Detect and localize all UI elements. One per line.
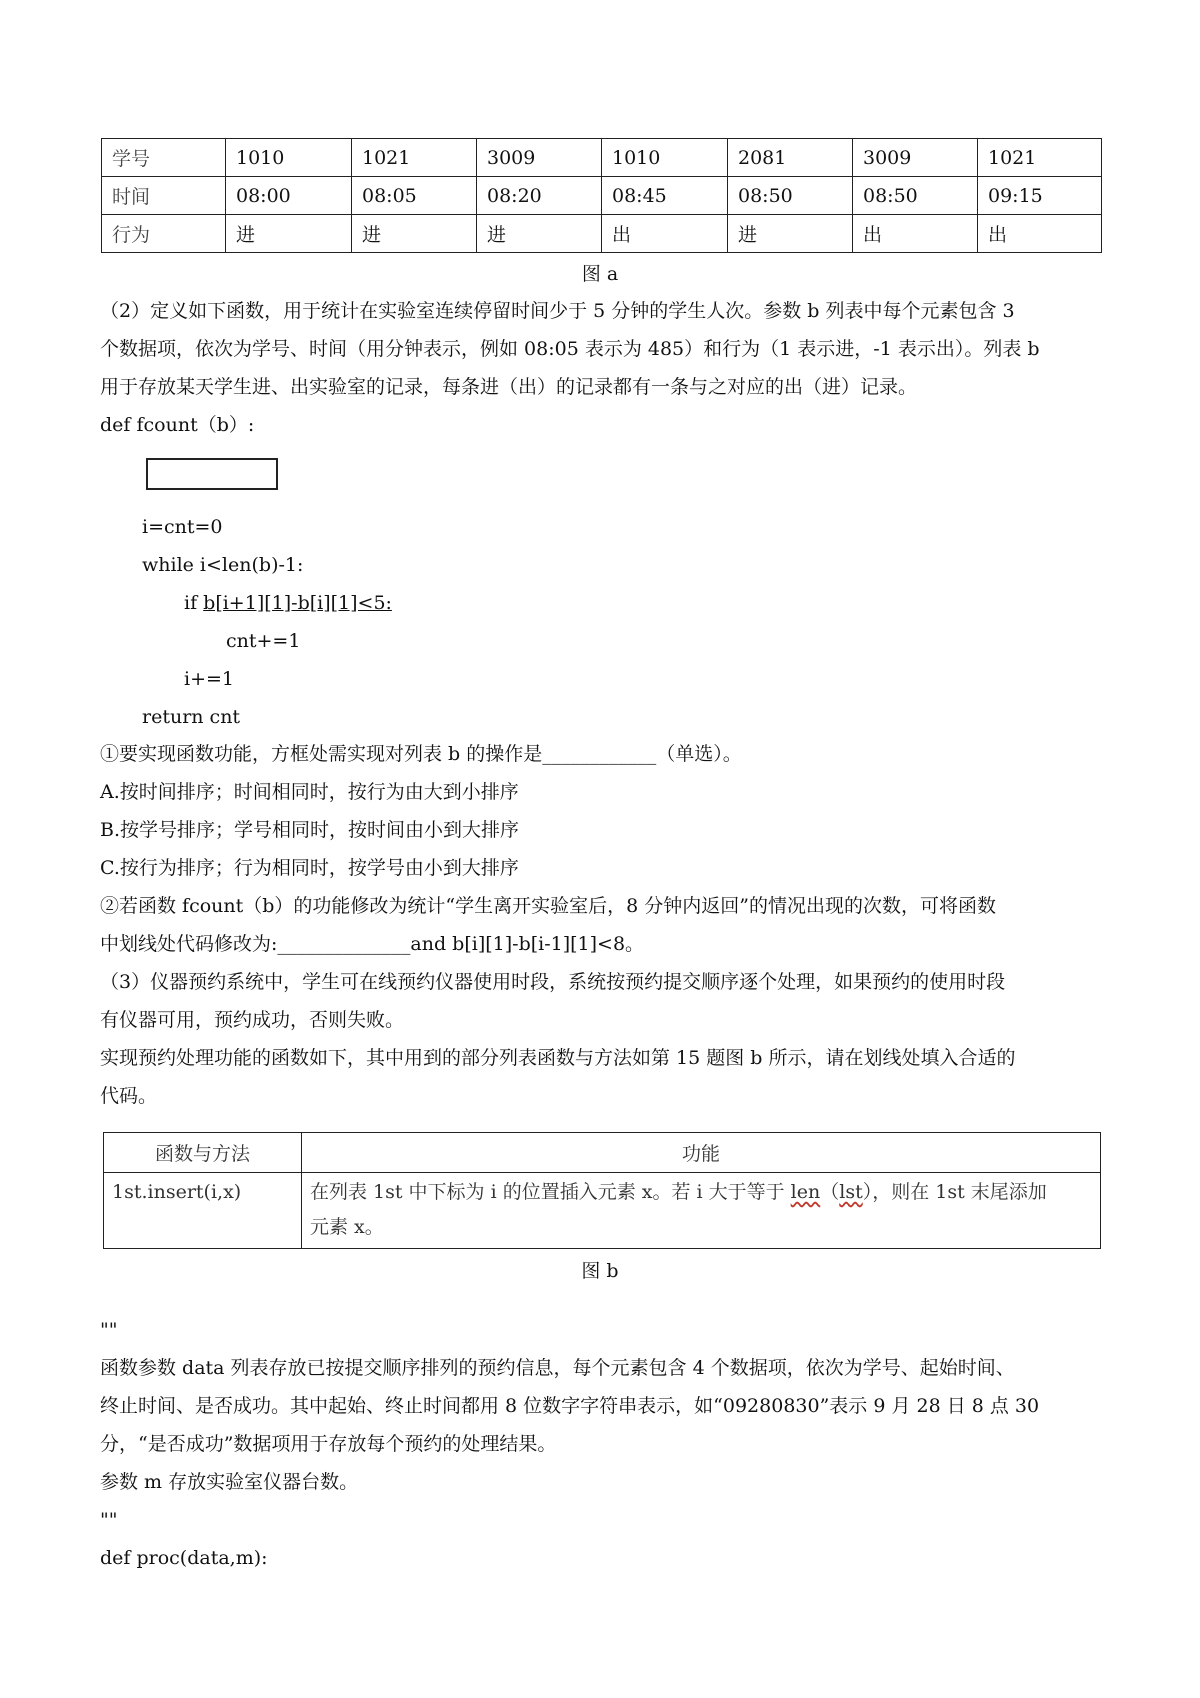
- paragraph-line: 用于存放某天学生进、出实验室的记录，每条进（出）的记录都有一条与之对应的出（进）记录。: [100, 376, 918, 398]
- option-c: C.按行为排序；行为相同时，按学号由小到大排序: [100, 857, 519, 879]
- option-a: A.按时间排序；时间相同时，按行为由大到小排序: [100, 781, 519, 803]
- table-row: [102, 139, 1102, 177]
- docstring-line: 函数参数 data 列表存放已按提交顺序排列的预约信息，每个元素包含 4 个数据项，依次为学号、起始时间、: [100, 1357, 1015, 1379]
- code-if-line: [184, 589, 392, 617]
- table-cell: 1021: [352, 139, 477, 177]
- table-cell: 1010: [602, 139, 728, 177]
- figure-caption-b: 图 b: [581, 1260, 619, 1282]
- table-cell: 进: [352, 215, 477, 253]
- row-label: 学号: [102, 139, 226, 177]
- question-2-line: ②若函数 fcount（b）的功能修改为统计“学生离开实验室后，8 分钟内返回”的情况出现的次数，可将函数: [100, 895, 996, 917]
- column-header: 函数与方法: [104, 1133, 302, 1173]
- method-cell: 1st.insert(i,x): [104, 1173, 302, 1249]
- row-label: 行为: [102, 215, 226, 253]
- code-line: return cnt: [142, 706, 241, 728]
- table-cell: 3009: [477, 139, 602, 177]
- table-cell: 08:20: [477, 177, 602, 215]
- code-def-line: def fcount（b）:: [100, 414, 255, 436]
- table-row: [104, 1173, 1101, 1249]
- table-cell: 09:15: [978, 177, 1102, 215]
- table-cell: 2081: [728, 139, 853, 177]
- code-line: i+=1: [184, 668, 235, 690]
- underlined-condition: b[i+1][1]-b[i][1]<5:: [203, 592, 392, 614]
- docstring-open: "": [100, 1319, 118, 1341]
- docstring-line: 参数 m 存放实验室仪器台数。: [100, 1471, 359, 1493]
- table-cell: 08:50: [853, 177, 978, 215]
- description-text: 在列表 1st 中下标为 i 的位置插入元素 x。若 i 大于等于: [310, 1181, 791, 1203]
- docstring-line: 分，“是否成功”数据项用于存放每个预约的处理结果。: [100, 1433, 557, 1455]
- code-line: cnt+=1: [226, 630, 301, 652]
- table-a: [101, 138, 1102, 253]
- docstring-line: 终止时间、是否成功。其中起始、终止时间都用 8 位数字字符串表示，如“09280830”表示 9 月 28 日 8 点 30: [100, 1395, 1040, 1417]
- paragraph-line: （2）定义如下函数，用于统计在实验室连续停留时间少于 5 分钟的学生人次。参数 b 列表中每个元素包含 3: [100, 300, 1015, 322]
- table-cell: 3009: [853, 139, 978, 177]
- table-cell: 1021: [978, 139, 1102, 177]
- question-2-line: 中划线处代码修改为:______________and b[i][1]-b[i-1][1]<8。: [100, 933, 645, 955]
- table-cell: 进: [477, 215, 602, 253]
- description-text: ），则在 1st 末尾添加: [862, 1181, 1047, 1203]
- table-cell: 出: [602, 215, 728, 253]
- row-label: 时间: [102, 177, 226, 215]
- table-cell: 进: [728, 215, 853, 253]
- paragraph-line: 代码。: [100, 1085, 158, 1107]
- paragraph-line: （3）仪器预约系统中，学生可在线预约仪器使用时段，系统按预约提交顺序逐个处理，如果预约的使用时段: [100, 971, 1006, 993]
- code-line: i=cnt=0: [142, 516, 223, 538]
- description-text: 元素 x。: [310, 1216, 384, 1238]
- description-paren: （: [820, 1181, 840, 1203]
- description-cell: [302, 1173, 1101, 1249]
- code-def-proc: def proc(data,m):: [100, 1547, 268, 1569]
- code-if-keyword: if: [184, 592, 204, 614]
- table-cell: 08:05: [352, 177, 477, 215]
- code-line: while i<len(b)-1:: [142, 554, 304, 576]
- table-cell: 08:45: [602, 177, 728, 215]
- column-header: 功能: [302, 1133, 1101, 1173]
- table-cell: 08:50: [728, 177, 853, 215]
- table-cell: 出: [978, 215, 1102, 253]
- blank-answer-box: [146, 458, 278, 490]
- table-row: [102, 177, 1102, 215]
- table-row: [102, 215, 1102, 253]
- paragraph-line: 实现预约处理功能的函数如下，其中用到的部分列表函数与方法如第 15 题图 b 所示，请在划线处填入合适的: [100, 1047, 1016, 1069]
- docstring-close: "": [100, 1509, 118, 1531]
- table-cell: 出: [853, 215, 978, 253]
- question-1: ①要实现函数功能，方框处需实现对列表 b 的操作是____________（单选）。: [100, 743, 742, 765]
- table-cell: 08:00: [226, 177, 352, 215]
- table-b: [103, 1132, 1101, 1249]
- paragraph-line: 个数据项，依次为学号、时间（用分钟表示，例如 08:05 表示为 485）和行为（1 表示进，-1 表示出）。列表 b: [100, 338, 1040, 360]
- paragraph-line: 有仪器可用，预约成功，否则失败。: [100, 1009, 405, 1031]
- figure-caption-a: 图 a: [581, 263, 619, 285]
- table-cell: 1010: [226, 139, 352, 177]
- lst-word: lst: [839, 1181, 863, 1203]
- table-header-row: [104, 1133, 1101, 1173]
- option-b: B.按学号排序；学号相同时，按时间由小到大排序: [100, 819, 520, 841]
- table-cell: 进: [226, 215, 352, 253]
- len-word: len: [790, 1181, 821, 1203]
